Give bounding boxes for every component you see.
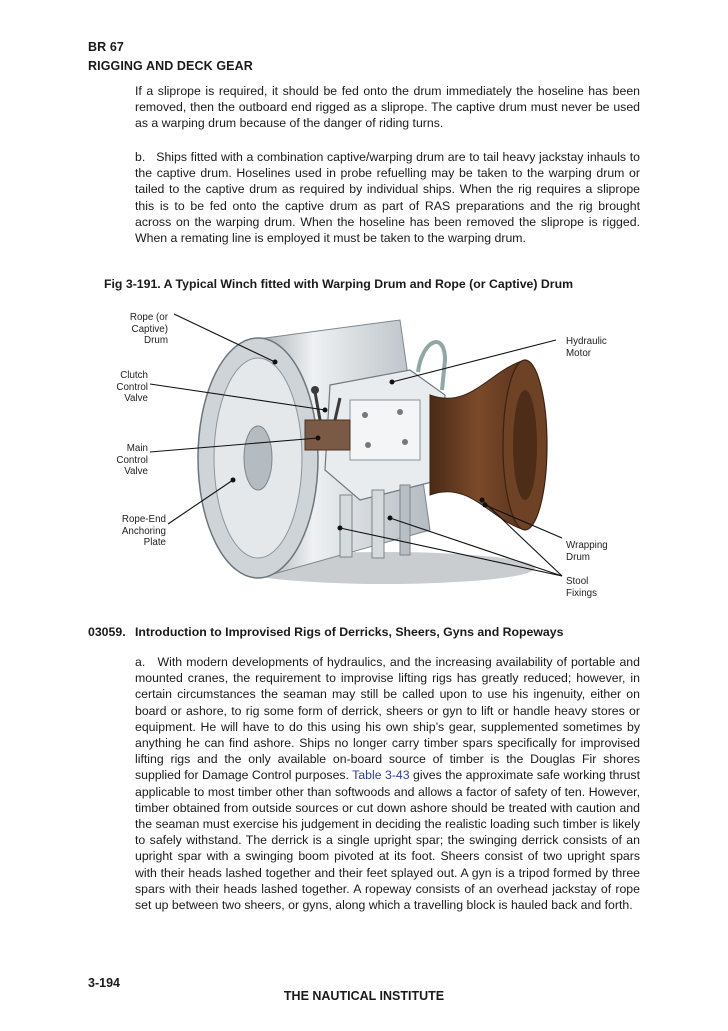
paragraph-a-text-2: gives the approximate safe working thrust applicable to most timber other than softwoods and allows a factor of safety of ten. However, timber obtained from outside sources or cut down ashore should be treated with caution and the seaman must exercise his judgement in deciding the realistic loading such timber is likely to safely withstand. The derrick is a single upright spar; the swinging derrick consists of an upright spar with a swinging boom pivoted at its foot. Sheers consist of two upright spars with their heads lashed together and their feet splayed out. A gyn is a tripod formed by three spars with their heads lashed together. A ropeway consists of an overhead jackstay of rope set up between two sheers, or gyns, along which a travelling block is hauled back and forth. bbox=[135, 768, 640, 913]
intro-paragraph: If a sliprope is required, it should be fed onto the drum immediately the hoseline has been removed, then the outboard end rigged as a sliprope. The captive drum must never be used as a warping drum because of the danger of riding turns. bbox=[135, 84, 640, 131]
label-anchoring-plate: Rope-End Anchoring Plate bbox=[121, 514, 166, 548]
section-title: Introduction to Improvised Rigs of Derricks, Sheers, Gyns and Ropeways bbox=[135, 625, 564, 639]
section-number: 03059. bbox=[88, 625, 126, 639]
table-3-43-link[interactable]: Table 3-43 bbox=[352, 768, 410, 783]
winch-figure bbox=[100, 300, 640, 610]
document-section-title: RIGGING AND DECK GEAR bbox=[88, 59, 253, 73]
figure-caption: Fig 3-191. A Typical Winch fitted with Warping Drum and Rope (or Captive) Drum bbox=[104, 277, 574, 291]
label-rope-drum: Rope (or Captive) Drum bbox=[129, 312, 168, 346]
winch-illustration bbox=[100, 300, 640, 610]
label-main-control-valve: Main Control Valve bbox=[116, 443, 148, 477]
publisher-footer: THE NAUTICAL INSTITUTE bbox=[283, 989, 445, 1003]
page-number: 3-194 bbox=[88, 976, 120, 990]
label-stool-fixings: Stool Fixings bbox=[566, 576, 598, 599]
section-heading bbox=[88, 625, 563, 639]
paragraph-b: b. Ships fitted with a combination captive/warping drum are to tail heavy jackstay inhauls to the captive drum. Hoselines used in probe refuelling may be taken to the warping drum or tailed to the captive drum as required by individual ships. When the rig requires a sliprope this is to be fed onto the captive drum as part of RAS preparations and the rig brought across on the warping drum. When the hoseline has been removed the sliprope is rigged. When a remating line is employed it must be taken to the warping drum. bbox=[135, 150, 640, 246]
label-wrapping-drum: Wrapping Drum bbox=[566, 540, 608, 563]
paragraph-a-text-1: a. With modern developments of hydraulics, and the increasing availability of portable and mounted cranes, the requirement to improvise lifting rigs has greatly reduced; however, in certain circumstances the seaman may still be called upon to use his ingenuity, either on board or ashore, to rig some form of derrick, sheers or gyn to lift or handle heavy stores or equipment. He will have to do this using his own ship’s gear, supplemented sometimes by anything he can find ashore. Ships no longer carry timber spars specifically for improvised lifting rigs and the only available on-board source of timber is the Douglas Fir shores supplied for Damage Control purposes. bbox=[135, 655, 640, 783]
document-id: BR 67 bbox=[88, 40, 124, 54]
label-hydraulic-motor: Hydraulic Motor bbox=[566, 336, 607, 359]
paragraph-a bbox=[135, 654, 640, 913]
label-clutch-control-valve: Clutch Control Valve bbox=[116, 370, 148, 404]
